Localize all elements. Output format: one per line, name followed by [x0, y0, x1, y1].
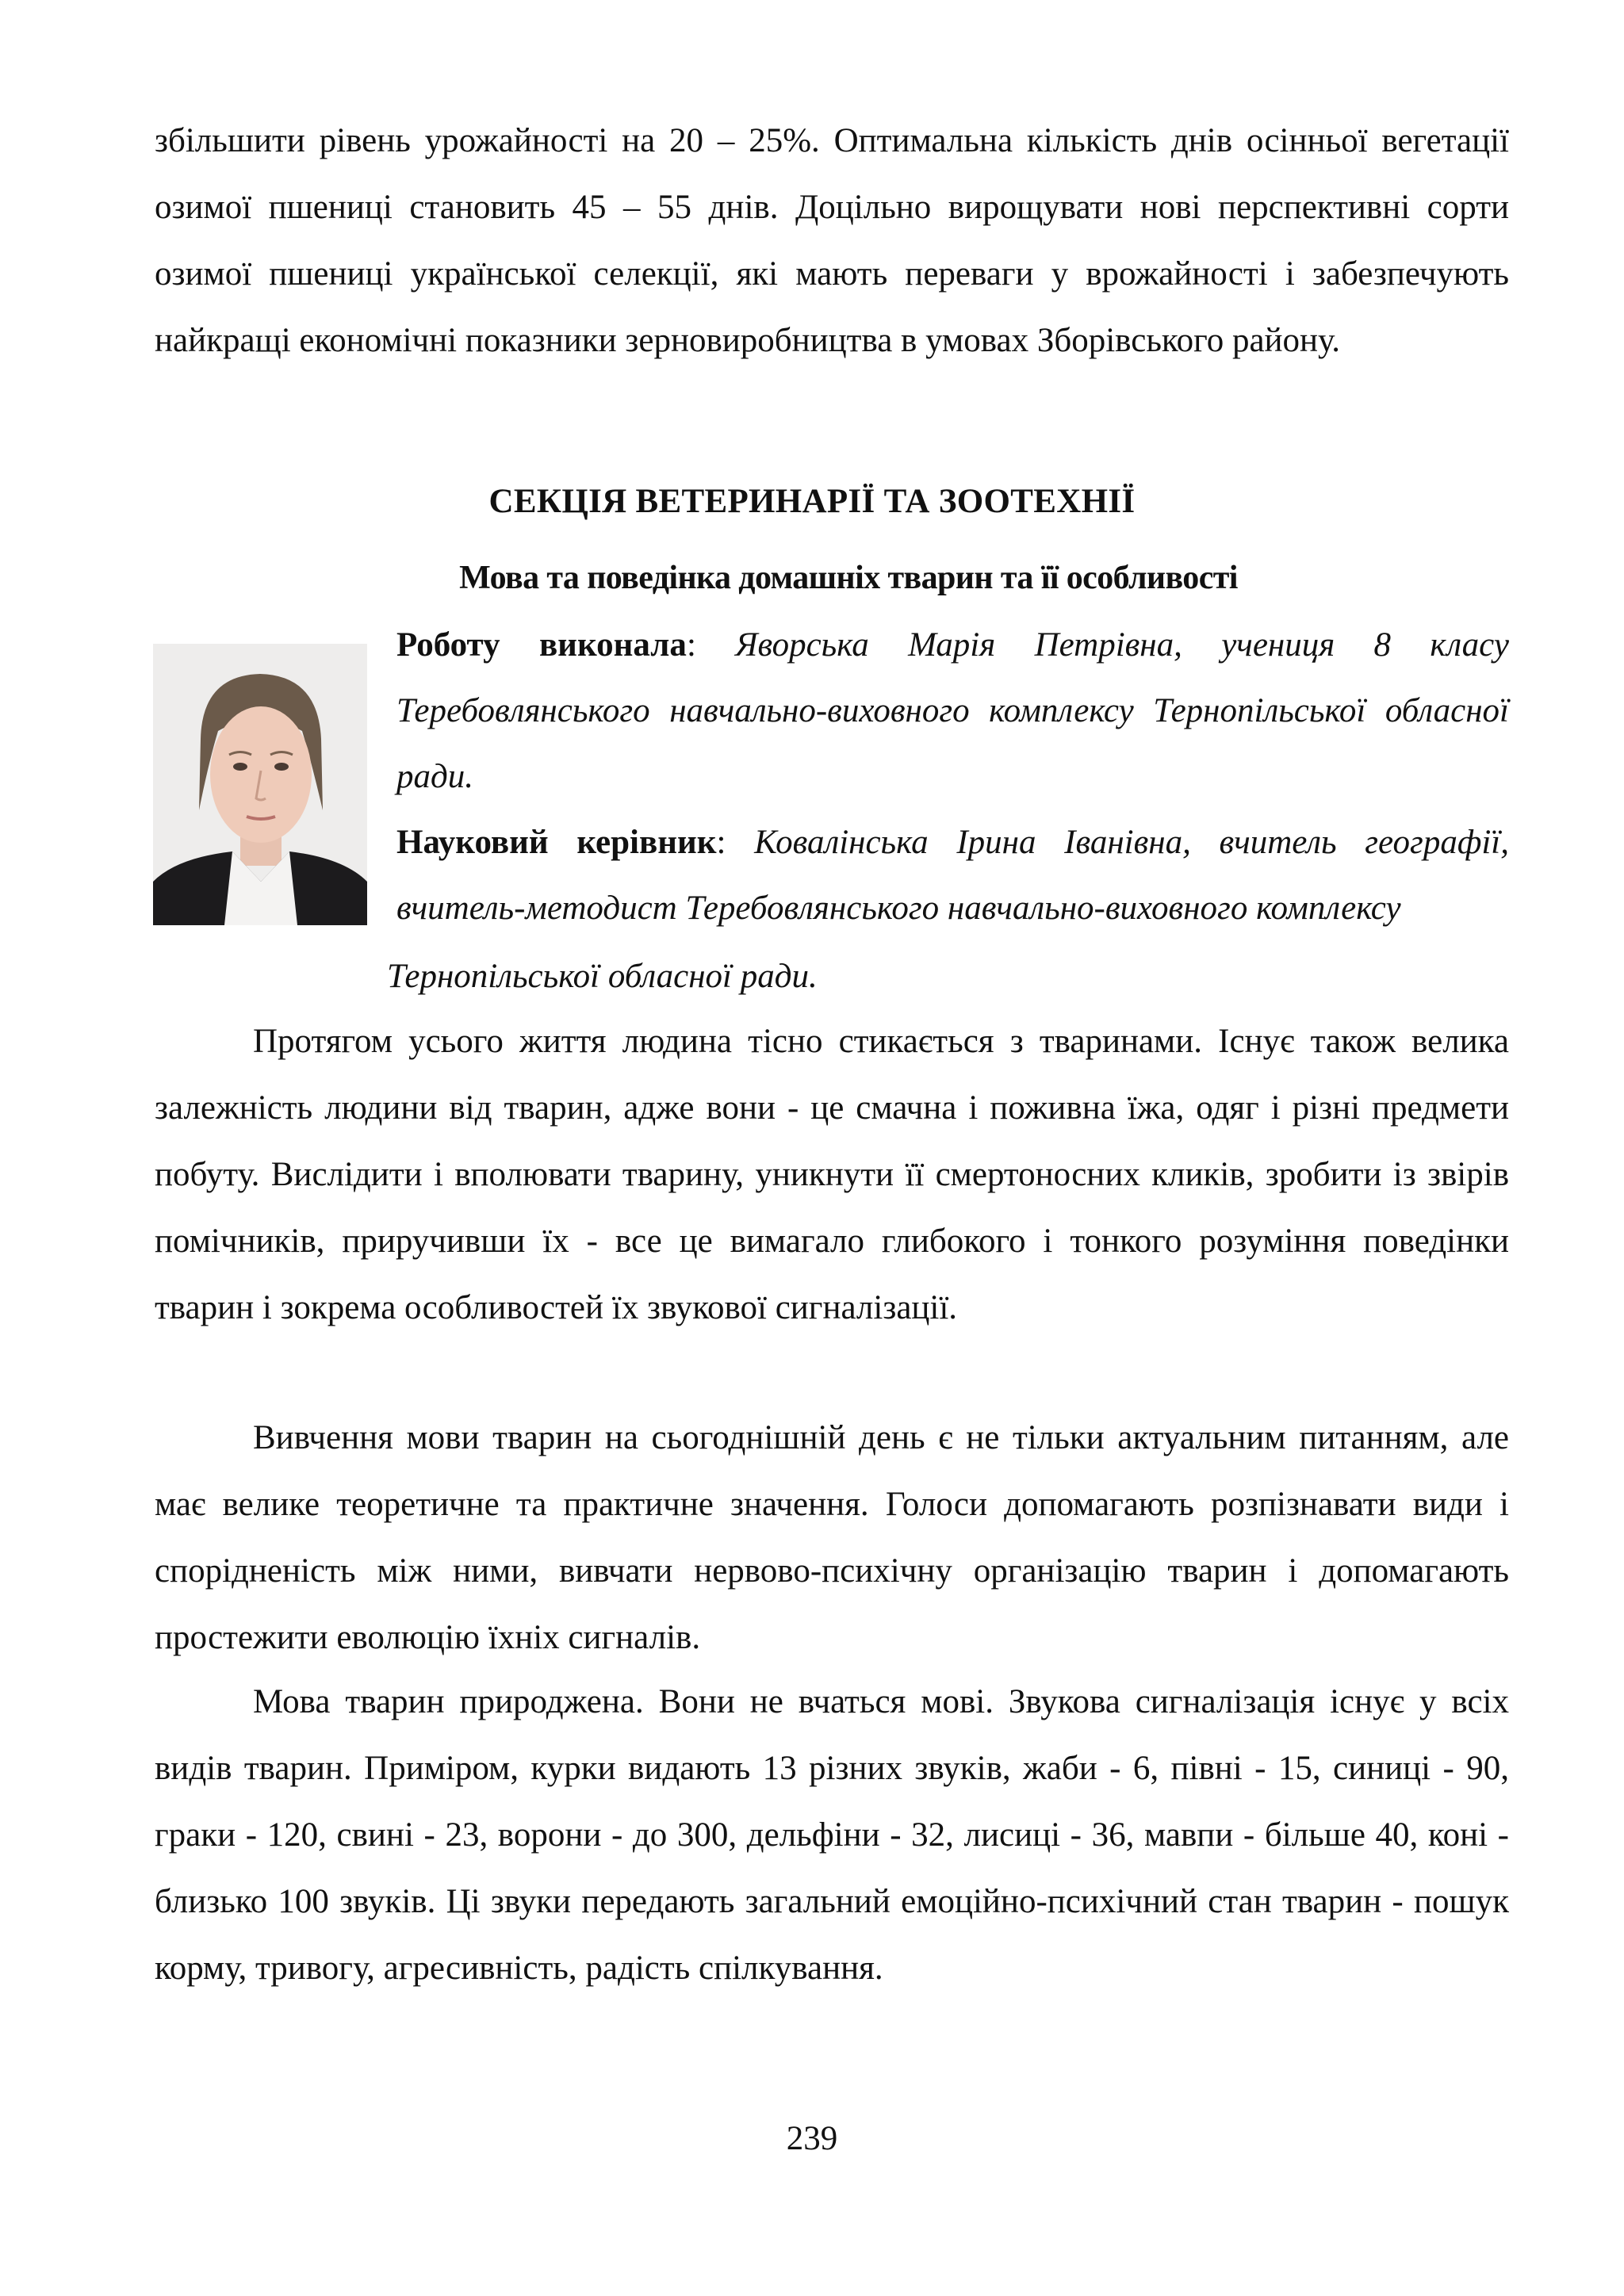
supervisor-label: Науковий керівник — [396, 824, 717, 861]
author-label: Роботу виконала — [396, 626, 687, 664]
body-paragraph-3: Мова тварин природжена. Вони не вчаться мові. Звукова сигналізація існує у всіх видів тварин. Приміром, курки видають 13 різних звуків, жаби - 6, півні - 15, синиці - 90, граки - 120, свині - 23, ворони - до 300, дельфіни - 32, лисиці - 36, мавпи - більше 40, коні - близько 100 звуків. Ці звуки передають загальний емоційно-психічний стан тварин - пошук корму, тривогу, агресивність, радість спілкування. — [155, 1683, 1509, 1987]
section-title: СЕКЦІЯ ВЕТЕРИНАРІЇ ТА ЗООТЕХНІЇ — [488, 483, 1136, 520]
page-number: 239 — [786, 2120, 838, 2157]
paper-title: Мова та поведінка домашніх тварин та її особливості — [459, 560, 1238, 596]
portrait-image — [153, 644, 367, 925]
author-photo — [153, 644, 367, 925]
author-text: Яворська Марія Петрівна, учениця 8 класу Теребовлянського навчально-виховного комплексу Тернопільської обласної ради. — [396, 626, 1510, 795]
supervisor-text-last: Тернопільської обласної ради. — [387, 958, 818, 995]
author-line: Роботу виконала: Яворська Марія Петрівна, учениця 8 класу Теребовлянського навчально-виховного комплексу Тернопільської обласної ради. — [396, 626, 1510, 795]
supervisor-text: Ковалінська Ірина Іванівна, вчитель географії, вчитель-методист Теребовлянського навчально-виховного комплексу — [396, 824, 1509, 927]
top-paragraph: збільшити рівень урожайності на 20 – 25%. Оптимальна кількість днів осінньої вегетації озимої пшениці становить 45 – 55 днів. Доцільно вирощувати нові перспективні сорти озимої пшениці української селекції, які мають переваги у врожайності і забезпечують найкращі економічні показники зерновиробництва в умовах Зборівського району. — [155, 122, 1509, 359]
supervisor-line: Науковий керівник: Ковалінська Ірина Іванівна, вчитель географії, вчитель-методист Теребовлянського навчально-виховного комплексу — [396, 824, 1509, 927]
body-paragraph-2: Вивчення мови тварин на сьогоднішній день є не тільки актуальним питанням, але має велике теоретичне та практичне значення. Голоси допомагають розпізнавати види і спорідненість між ними, вивчати нервово-психічну організацію тварин і допомагають простежити еволюцію їхніх сигналів. — [155, 1419, 1509, 1656]
author-info — [396, 612, 1509, 941]
body-paragraph-1: Протягом усього життя людина тісно стикається з тваринами. Існує також велика залежність людини від тварин, адже вони - це смачна і поживна їжа, одяг і різні предмети побуту. Вислідити і вполювати тварину, уникнути її смертоносних кликів, зробити із звірів помічників, приручивши їх - все це вимагало глибокого і тонкого розуміння поведінки тварин і зокрема особливостей їх звукової сигналізації. — [155, 1023, 1509, 1326]
